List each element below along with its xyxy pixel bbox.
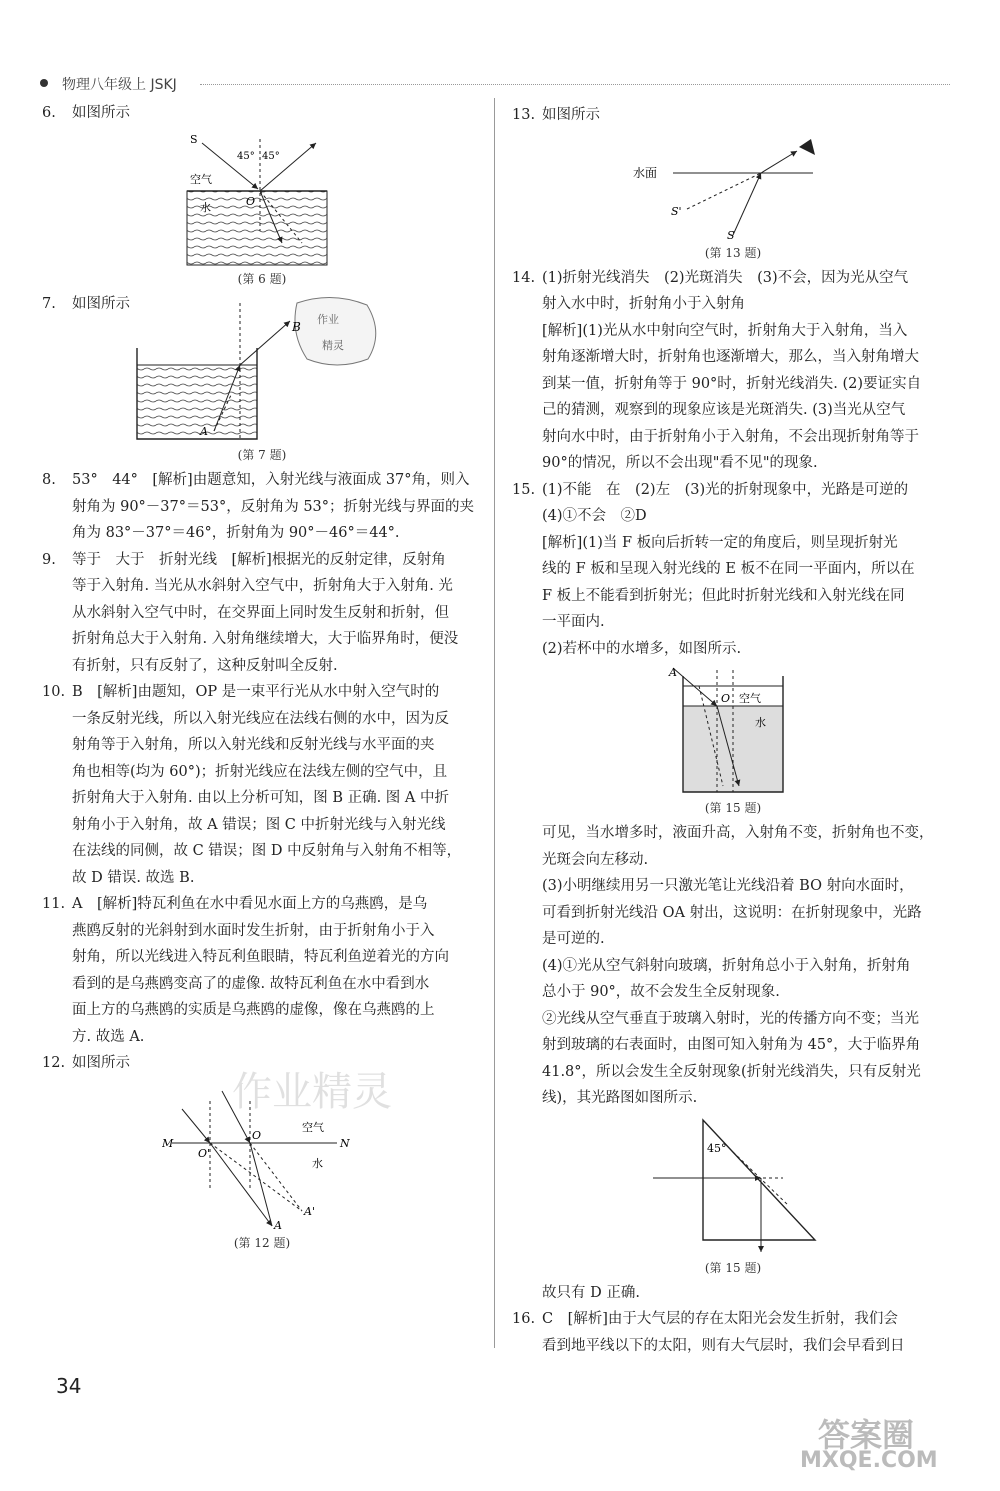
q16: 16. C [解析]由于大气层的存在太阳光会发生折射，我们会 看到地平线以下的太阳，则有大气层时，我们会早看到日 <box>512 1311 905 1354</box>
fig12-label-o2: O' <box>198 1146 211 1160</box>
fig15-label-air: 空气 <box>739 692 761 705</box>
q10: 10. B [解析]由题知，OP 是一束平行光从水中射入空气时的 一条反射光线，所以入射光线应在法线右侧的水中，因为反 射角等于入射角，所以入射光线和反射光线与水平面的夹 角也相等(均为 60°)；折射光线应在法线左侧的空气中，且 折射角大于入射角. 由以上分析可知，图 B 正确. 图 A 中折 射角小于入射角，故 A 错误；图 C 中折射光线与入射光线 在法线的同侧，故 C 错误；图 D 中反射角与入射角不相等， 故 D 错误. 故选 B. <box>42 684 462 886</box>
q11: 11. A [解析]特瓦利鱼在水中看见水面上方的乌燕鸥，是乌 燕鸥反射的光斜射到水面时发生折射，由于折射角小于入 射角，所以光线进入特瓦利鱼眼睛，特瓦利鱼逆着光的方向 看到的是乌燕鸥变高了的虚像. 故特瓦利鱼在水中看到水 面上方的乌燕鸥的实质是乌燕鸥的虚像，像在乌燕鸥的上 方. 故选 A. <box>42 896 449 1045</box>
q8: 8. 53° 44° [解析]由题意知，入射光线与液面成 37°角，则入 射角为 90°－37°＝53°，反射角为 53°；折射光线与界面的夹 角为 83°－37°＝46°，折射角为 90°－46°＝44°. <box>42 472 475 541</box>
header-bullet-icon <box>40 79 48 87</box>
fig12-label-o: O <box>252 1128 262 1142</box>
fig12-label-m: M <box>162 1136 174 1150</box>
eye-icon <box>799 139 815 155</box>
fig6-label-s: S <box>190 132 198 146</box>
caption-q12: (第 12 题) <box>233 1235 291 1250</box>
fig7-stamp-2: 精灵 <box>322 339 344 352</box>
figure-q13 <box>633 133 833 241</box>
header-divider <box>200 84 950 85</box>
q7: 7. 如图所示 <box>42 295 130 312</box>
fig12-label-a2: A' <box>304 1204 315 1218</box>
fig12-label-air: 空气 <box>302 1120 324 1134</box>
caption-q15a: (第 15 题) <box>704 801 762 815</box>
watermark-mid: 作业精灵 <box>232 1069 392 1115</box>
fig15-label-o: O <box>721 692 731 705</box>
fig12-label-a: A <box>274 1218 282 1231</box>
fig13-label-s: S <box>727 228 735 241</box>
caption-q6: (第 6 题) <box>237 271 287 286</box>
q12: 12. 如图所示 <box>42 1055 130 1071</box>
figure-q15-prism <box>643 1116 823 1256</box>
fig12-label-n: N <box>340 1136 350 1150</box>
fig7-stamp-1: 作业 <box>317 313 339 326</box>
watermark-logo: 答案圈 <box>818 1416 915 1454</box>
fig13-label-surface: 水面 <box>633 165 658 180</box>
q6: 6. 如图所示 <box>42 105 130 121</box>
fig6-label-angle2: 45° <box>262 150 280 162</box>
fig13-label-s2: S' <box>671 204 682 218</box>
q15: 15. (1)不能 在 (2)左 (3)光的折射现象中，光路是可逆的 (4)①不会 ②D [解析](1)当 F 板向后折转一定的角度后，则呈现折射光 线的 F 板和呈现入射光线的 E 板不在同一平面内，所以在 F 板上不能看到折射光；但此时折射光线和入射光线在同 一平面内. (2)若杯中的水增多，如图所示. <box>512 481 915 657</box>
fig7-label-b: B <box>292 320 301 334</box>
fig15-label-water: 水 <box>755 716 766 729</box>
caption-q7: (第 7 题) <box>237 448 287 462</box>
caption-q13: (第 13 题) <box>704 245 762 260</box>
watermark-url: MXQE.COM <box>800 1448 938 1473</box>
fig15b-label-angle: 45° <box>707 1141 727 1155</box>
fig6-label-water: 水 <box>200 200 211 214</box>
column-divider <box>494 98 495 1348</box>
fig6-label-air: 空气 <box>190 172 212 186</box>
right-column: 13. 如图所示 水面 S S' (第 13 题) 14. (1)折射光线消失 (2)光斑消失 (3)不会，因为光从空气 射入水中时，折射角小于入射角 [解析](1)光从水中射向空气时，折射角大于入射角，当入 射角逐渐增大时，折射角也逐渐增大，那么，当入射角增大 到某一值，折射角等于 90°时，折射光线消失. (2)要证实自 己的猜测，观察到的现象应该是光斑消失. (3)当光从空气 射向水中时，由于折射角小于入射角，不会出现折射角等于 90°的情况，所以不会出现"看不见"的现象. 15. (1)不能 在 (2)左 (3)光的折射现象中，光路是可逆的 (4)①不会 ②D [解析](1)当 F 板向后折转一定的角度后，则呈现折射光 线的 F 板和呈现入射光线的 E 板不在同一平面内，所以在 F 板上不能看到折射光；但此时折射光线和入射光线在同 一平面内. (2)若杯中的水增多，如图所示. A O 空气 水 (第 15 题) 可见，当水增多时，液面升高，入射角不变，折射角也不变， 光斑会向左移动. (3)小明继续用另一只激光笔让光线沿着 BO 射向水面时， 可看到折射光线沿 OA 射出，这说明：在折射现象中，光路 是可逆的. (4)①光从空气斜射向玻璃，折射角总小于入射角，折射角 总小于 90°，故不会发生全反射现象. ②光线从空气垂直于玻璃入射时，光的传播方向不变；当光 射到玻璃的右表面时，由图可知入射角为 45°，大于临界角 41.8°，所以会发生全反射现象(折射光线消失，只有反射光 线)，其光路图如图所示. 45° (第 15 题) 故只有 D 正确. 16. C [解析]由于大气层的存在太阳光会发生折射，我们会 看到地平线以下的太阳，则有大气层时，我们会早看到日 <box>512 102 954 1359</box>
caption-q15b: (第 15 题) <box>704 1260 762 1275</box>
q14: 14. (1)折射光线消失 (2)光斑消失 (3)不会，因为光从空气 射入水中时，折射角小于入射角 [解析](1)光从水中射向空气时，折射角大于入射角，当入 射角逐渐增大时，折射角也逐渐增大，那么，当入射角增大 到某一值，折射角等于 90°时，折射光线消失. (2)要证实自 己的猜测，观察到的现象应该是光斑消失. (3)当光从空气 射向水中时，由于折射角小于入射角，不会出现折射角等于 90°的情况，所以不会出现"看不见"的现象. <box>512 269 922 471</box>
fig7-label-a: A <box>200 425 208 438</box>
q9: 9. 等于 大于 折射光线 [解析]根据光的反射定律，反射角 等于入射角. 当光从水斜射入空气中，折射角大于入射角. 光 从水斜射入空气中时，在交界面上同时发生反射和折射，但 折射角总大于入射角. 入射角继续增大，大于临界角时，便没 有折射，只有反射了，这种反射叫全反射. <box>42 551 459 674</box>
figure-q6 <box>182 131 342 267</box>
fig15-label-a: A <box>669 666 677 679</box>
header-title: 物理八年级上 JSKJ <box>62 77 177 93</box>
fig12-label-water: 水 <box>312 1156 323 1170</box>
q13: 13. 如图所示 <box>512 107 600 123</box>
page-header <box>40 74 950 94</box>
figure-q15-water <box>663 666 803 796</box>
page-number: 34 <box>56 1374 82 1398</box>
fig6-label-o: O <box>246 194 256 208</box>
fig6-label-angle1: 45° <box>237 150 255 162</box>
